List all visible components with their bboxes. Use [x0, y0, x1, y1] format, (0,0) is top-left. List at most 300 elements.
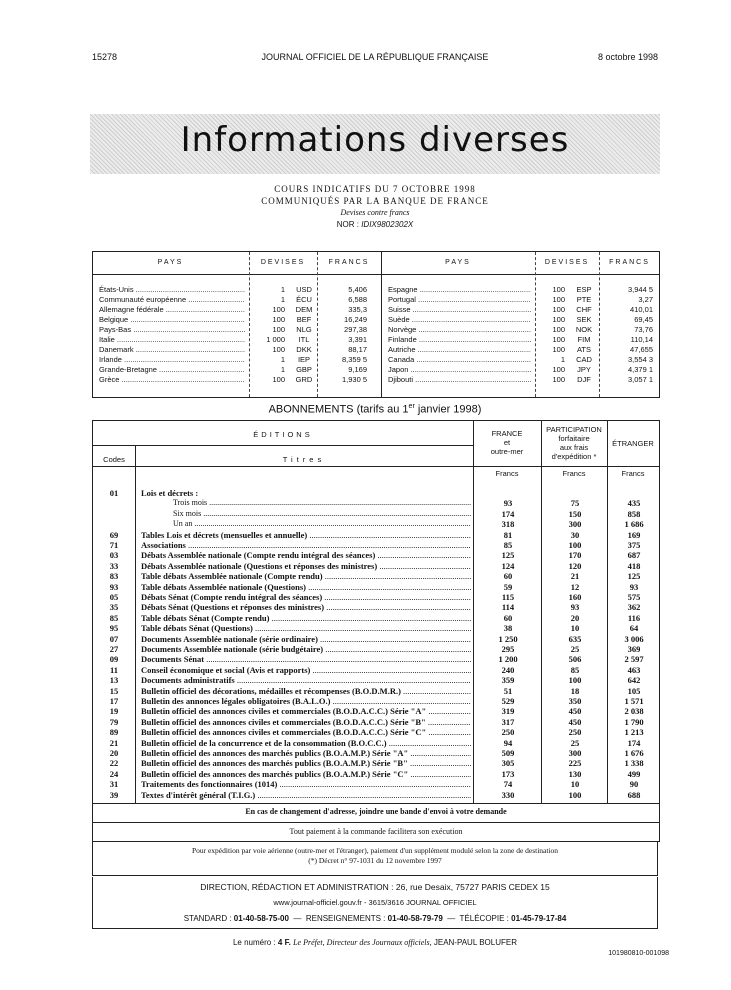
price-participation: 10 [570, 623, 580, 634]
fx-header-francs-left: FRANCS [328, 259, 370, 266]
subscription-title: Table débats Assemblée nationale (Compte rendu) ..... [141, 571, 471, 581]
subscription-title: Documents Sénat ..... [141, 654, 471, 664]
direction-label: DIRECTION, RÉDACTION ET ADMINISTRATION [200, 882, 389, 892]
price-france: 60 [503, 571, 513, 582]
subscription-code: 85 [109, 612, 119, 623]
subscription-row [93, 530, 659, 540]
cours-line-2: COMMUNIQUÉS PAR LA BANQUE DE FRANCE [261, 196, 489, 206]
subscription-code: 20 [109, 748, 119, 758]
page-header [92, 52, 658, 66]
subscription-row [93, 592, 659, 602]
subscription-title: Conseil économique et social (Avis et rapports) ..... [141, 665, 471, 675]
subscription-row [93, 686, 659, 696]
renseignements-number: 01-40-58-79-79 [387, 914, 443, 923]
cours-line-1: COURS INDICATIFS DU 7 OCTOBRE 1998 [274, 184, 476, 194]
director-name: JEAN-PAUL BOLUFER [433, 938, 517, 947]
subscription-row [93, 654, 659, 664]
price-etranger: 642 [627, 675, 641, 686]
subscription-row [93, 550, 659, 560]
fx-country: États-Unis ..... [99, 285, 245, 294]
subscription-code: 01 [109, 488, 119, 498]
price-etranger: 1 686 [624, 519, 644, 530]
nor-reference [92, 219, 658, 231]
subscription-code: 17 [109, 696, 119, 706]
price-france: 318 [501, 519, 515, 530]
price-etranger: 93 [629, 581, 639, 592]
price-participation: 450 [568, 706, 582, 717]
subscription-title: Table débats Sénat (Questions) ..... [141, 623, 471, 633]
subscription-title: Lois et décrets : [141, 488, 199, 498]
fx-country: Italie ..... [99, 335, 245, 344]
price-france: 94 [503, 737, 513, 748]
price-france: 240 [501, 664, 515, 675]
price-participation: 30 [570, 529, 580, 540]
fx-currency-code: ATS [576, 345, 592, 354]
subscription-row [93, 769, 659, 779]
telecopie-label: TÉLÉCOPIE : [459, 914, 509, 923]
subscription-row [93, 758, 659, 768]
price-france: 305 [501, 758, 515, 769]
subscription-row [93, 706, 659, 716]
price-france: 125 [501, 550, 515, 561]
subscription-code: 09 [109, 654, 119, 665]
price-participation: 300 [568, 748, 582, 758]
subscription-code: 95 [109, 623, 119, 634]
subscription-title: Tables Lois et décrets (mensuelles et annuelle) ..... [141, 530, 471, 540]
price-participation: 120 [568, 560, 582, 571]
abo-editions-divider [93, 445, 473, 446]
price-france: 319 [501, 706, 515, 717]
abo-header-france-1: FRANCE [491, 429, 523, 438]
price-participation: 12 [570, 581, 580, 592]
subscription-code: 39 [109, 789, 119, 800]
price-participation: 100 [568, 540, 582, 550]
price-etranger: 169 [627, 529, 641, 540]
abo-header-titres: Titres [282, 455, 326, 464]
price-france: 330 [501, 789, 515, 800]
fx-quantity: 100 [552, 365, 565, 374]
price-etranger: 1 790 [624, 716, 644, 727]
subscription-code: 69 [109, 529, 119, 540]
price-etranger: 90 [629, 779, 639, 790]
fx-header-francs-right: FRANCS [609, 259, 650, 266]
fx-country: Autriche ..... [388, 345, 531, 354]
subscriptions-title-sup: er [408, 403, 415, 410]
price-france: 114 [501, 602, 515, 613]
price-france: 85 [503, 540, 513, 550]
abo-header-particip-4: d'expédition * [551, 452, 597, 461]
subscription-code: 11 [109, 664, 119, 675]
price-france: 174 [501, 508, 515, 519]
subscription-title: Bulletin officiel des annonces des marchés publics (B.O.A.M.P.) Série "B" ..... [141, 758, 471, 768]
director-title: Le Préfet, Directeur des Journaux officiels, [293, 938, 432, 947]
fx-quantity: 1 [560, 355, 565, 364]
price-etranger: 2 038 [624, 706, 644, 717]
fx-quantity: 100 [272, 315, 285, 324]
fx-currency-code: NLG [296, 325, 312, 334]
price-etranger: 688 [627, 789, 641, 800]
subscription-code: 79 [109, 716, 119, 727]
price-participation: 225 [568, 758, 582, 769]
fx-currency-code: USD [296, 285, 312, 294]
price-france: 1 200 [498, 654, 518, 665]
price-participation: 25 [570, 644, 580, 654]
price-etranger: 1 676 [624, 748, 644, 758]
exchange-rate-heading [92, 183, 658, 231]
abo-header-codes: Codes [103, 455, 125, 464]
subscription-code: 15 [109, 685, 119, 696]
note-air-shipping [92, 842, 658, 876]
subscription-code: 13 [109, 675, 119, 686]
fx-quantity: 100 [272, 305, 285, 314]
price-participation: 635 [568, 633, 582, 644]
fx-rate: 3,944 5 [627, 285, 653, 294]
price-participation: 170 [568, 550, 582, 561]
subscriptions-title-date: janvier 1998) [414, 403, 482, 416]
print-reference: 101980810-001098 [608, 950, 669, 957]
price-france: 93 [503, 498, 513, 509]
subscription-title: Documents Assemblée nationale (série ordinaire) ..... [141, 634, 471, 644]
price-etranger: 575 [627, 592, 641, 602]
fx-rate: 410,01 [630, 305, 653, 314]
subscription-code: 03 [109, 550, 119, 561]
price-participation: 100 [568, 675, 582, 686]
subscription-title: Traitements des fonctionnaires (1014) ..... [141, 779, 471, 789]
fx-quantity: 100 [552, 305, 565, 314]
price-participation: 20 [570, 612, 580, 623]
price-etranger: 174 [627, 737, 641, 748]
note-payment: Tout paiement à la commande facilitera son exécution [92, 823, 660, 842]
direction-web: www.journal-officiel.gouv.fr - 3615/3616 JOURNAL OFFICIEL [273, 898, 477, 907]
fx-rate: 8,359 5 [341, 355, 367, 364]
fx-country: Grèce ..... [99, 375, 245, 384]
subscription-title: Table débats Assemblée nationale (Questions) ..... [141, 582, 471, 592]
subscription-row [93, 602, 659, 612]
fx-currency-code: SEK [576, 315, 592, 324]
fx-country: Allemagne fédérale ..... [99, 305, 245, 314]
fx-currency-code: NOK [575, 325, 593, 334]
price-participation: 93 [570, 602, 580, 613]
subscription-code: 21 [109, 737, 119, 748]
price-france: 60 [503, 612, 513, 623]
subscription-row [93, 613, 659, 623]
subscription-title: Trois mois ..... [173, 498, 471, 508]
subscription-row [93, 623, 659, 633]
fx-quantity: 1 [280, 295, 285, 304]
note-air-shipping-text: Pour expédition par voie aérienne (outre-mer et l'étranger), paiement d'un supplément modulé selon la zone de destination [191, 846, 559, 855]
fx-country: Grande-Bretagne ..... [99, 365, 245, 374]
subscription-title: Débats Sénat (Questions et réponses des ministres) ..... [141, 602, 471, 612]
fx-currency-code: FIM [577, 335, 591, 344]
subscription-title: Bulletin des annonces légales obligatoires (B.A.L.O.) ..... [141, 696, 471, 706]
price-france: 529 [501, 696, 515, 706]
standard-number: 01-40-58-75-00 [233, 914, 289, 923]
fx-country: Belgique ..... [99, 315, 245, 324]
fx-currency-code: DEM [295, 305, 313, 314]
fx-rate: 9,169 [348, 365, 367, 374]
price-etranger: 858 [627, 508, 641, 519]
subscription-row [93, 748, 659, 758]
price-france: 59 [503, 581, 513, 592]
subscription-row [93, 727, 659, 737]
fx-currency-code: DJF [577, 375, 591, 384]
fx-currency-code: ITL [298, 335, 310, 344]
fx-quantity: 100 [552, 325, 565, 334]
subscription-row [93, 717, 659, 727]
direction-address [93, 879, 657, 895]
journal-title: JOURNAL OFFICIEL DE LA RÉPUBLIQUE FRANÇAISE [261, 52, 489, 62]
subscription-code: 71 [109, 540, 119, 550]
subscription-row [93, 561, 659, 571]
fx-col-divider [535, 252, 536, 397]
subscription-code: 19 [109, 706, 119, 717]
fx-header-pays-right: PAYS [445, 259, 471, 266]
abo-header-participation [541, 425, 607, 461]
fx-currency-code: ESP [576, 285, 592, 294]
price-participation: 150 [568, 508, 582, 519]
direction-box [92, 877, 658, 929]
fx-rate: 3,391 [348, 335, 367, 344]
renseignements-label: RENSEIGNEMENTS : [305, 914, 386, 923]
fx-currency-code: PTE [576, 295, 592, 304]
subscription-title: Un an ..... [173, 519, 471, 529]
section-title: Informations diverses [180, 120, 570, 160]
subscription-code: 22 [109, 758, 119, 769]
subscription-row [93, 696, 659, 706]
subscription-title: Bulletin officiel des annonces des marchés publics (B.O.A.M.P.) Série "C" ..... [141, 769, 471, 779]
price-etranger: 1 571 [624, 696, 644, 706]
subscription-title: Table débats Sénat (Compte rendu) ..... [141, 613, 471, 623]
subscription-title: Bulletin officiel des annonces civiles et commerciales (B.O.D.A.C.C.) Série "C" ..... [141, 727, 471, 737]
price-france: 38 [503, 623, 513, 634]
subscription-code: 07 [109, 633, 119, 644]
note-address-change: En cas de changement d'adresse, joindre une bande d'envoi à votre demande [92, 802, 660, 823]
section-banner [90, 114, 660, 174]
fx-currency-code: ÉCU [296, 295, 312, 304]
fx-country: Danemark ..... [99, 345, 245, 354]
cours-line-3: Devises contre francs [340, 208, 410, 217]
subscription-title: Associations ..... [141, 540, 471, 550]
fx-rate: 1,930 5 [341, 375, 367, 384]
price-participation: 10 [570, 779, 580, 790]
subscriptions-table [92, 420, 660, 804]
fx-rate: 110,14 [630, 335, 653, 344]
fx-country: Suisse ..... [388, 305, 531, 314]
fx-rate: 5,406 [348, 285, 367, 294]
subscription-row [93, 498, 659, 508]
fx-header-pays-left: PAYS [157, 259, 184, 266]
fx-header-divider [93, 274, 659, 275]
subscription-row [93, 582, 659, 592]
fx-quantity: 100 [552, 335, 565, 344]
fx-currency-code: GRD [295, 375, 313, 384]
subscription-row [93, 519, 659, 529]
fx-currency-code: BEF [296, 315, 312, 324]
price-etranger: 375 [627, 540, 641, 550]
fx-country: Espagne ..... [388, 285, 531, 294]
page-number: 15278 [92, 52, 118, 62]
fx-rate: 3,554 3 [627, 355, 653, 364]
subscription-row [93, 488, 659, 498]
fx-rate: 4,379 1 [627, 365, 653, 374]
subscription-title: Bulletin officiel des annonces civiles et commerciales (B.O.D.A.C.C.) Série "A" ..... [141, 706, 471, 716]
price-etranger: 3 006 [624, 633, 644, 644]
subscription-title: Documents administratifs ..... [141, 675, 471, 685]
abo-unit-france: Francs [495, 469, 519, 478]
subscription-code: 24 [109, 768, 119, 779]
abo-unit-participation: Francs [562, 469, 586, 478]
fx-rate: 69,45 [634, 315, 653, 324]
abo-header-particip-2: forfaitaire [558, 434, 590, 443]
subscription-row [93, 738, 659, 748]
fx-quantity: 100 [552, 295, 565, 304]
price-participation: 506 [568, 654, 582, 665]
fx-header-devises-right: DEVISES [544, 259, 590, 266]
price-etranger: 499 [627, 768, 641, 779]
price-etranger: 105 [627, 685, 641, 696]
price-participation: 75 [570, 498, 580, 509]
price-participation: 100 [568, 789, 582, 800]
abo-header-editions: ÉDITIONS [253, 430, 313, 439]
fx-country: Djibouti ..... [388, 375, 531, 384]
subscription-code: 33 [109, 560, 119, 571]
price-participation: 160 [568, 592, 582, 602]
fx-quantity: 100 [552, 315, 565, 324]
subscription-row [93, 790, 659, 800]
subscription-title: Débats Assemblée nationale (Questions et réponses des ministres) ..... [141, 561, 471, 571]
price-etranger: 1 338 [624, 758, 644, 769]
price-france: 250 [501, 727, 515, 738]
price-participation: 25 [570, 737, 580, 748]
price-france: 359 [501, 675, 515, 686]
exchange-rate-table [92, 251, 660, 398]
fx-quantity: 1 [280, 355, 285, 364]
subscription-title: Documents Assemblée nationale (série budgétaire) ..... [141, 644, 471, 654]
fx-quantity: 1 000 [266, 335, 285, 344]
price-etranger: 369 [627, 644, 641, 654]
issue-price-line [92, 938, 658, 947]
subscription-title: Bulletin officiel des décorations, médailles et récompenses (B.O.D.M.R.) ..... [141, 686, 471, 696]
subscription-code: 35 [109, 602, 119, 613]
price-participation: 300 [568, 519, 582, 530]
price-etranger: 116 [627, 612, 641, 623]
note-decree: (*) Décret n° 97-1031 du 12 novembre 1997 [308, 856, 442, 865]
price-participation: 21 [570, 571, 580, 582]
price-participation: 350 [568, 696, 582, 706]
price-france: 81 [503, 529, 513, 540]
subscription-row [93, 509, 659, 519]
subscription-title: Six mois ..... [173, 509, 471, 519]
fx-rate: 3,27 [638, 295, 653, 304]
abo-header-divider [93, 466, 659, 467]
subscription-code: 89 [109, 727, 119, 738]
nor-label: NOR : [336, 220, 359, 229]
price-participation: 85 [570, 664, 580, 675]
fx-quantity: 100 [272, 345, 285, 354]
subscription-title: Débats Sénat (Compte rendu intégral des séances) ..... [141, 592, 471, 602]
fx-col-divider [599, 252, 600, 397]
price-etranger: 463 [627, 664, 641, 675]
subscriptions-title-text: ABONNEMENTS (tarifs au 1 [268, 403, 409, 416]
abo-header-france-2: et [503, 438, 511, 447]
fx-quantity: 100 [552, 375, 565, 384]
fx-country: Japon ..... [388, 365, 531, 374]
price-etranger: 362 [627, 602, 641, 613]
price-france: 295 [501, 644, 515, 654]
subscriptions-title [92, 403, 658, 416]
fx-currency-code: CAD [576, 355, 592, 364]
fx-country: Irlande ..... [99, 355, 245, 364]
subscription-title: Bulletin officiel des annonces civiles et commerciales (B.O.D.A.C.C.) Série "B" ..... [141, 717, 471, 727]
price-etranger: 2 597 [624, 654, 644, 665]
subscription-title: Bulletin officiel de la concurrence et de la consommation (B.O.C.C.) ..... [141, 738, 471, 748]
subscription-row [93, 779, 659, 789]
abo-unit-etranger: Francs [621, 469, 645, 478]
price-france: 317 [501, 716, 515, 727]
abo-header-particip-1: PARTICIPATION [546, 425, 602, 434]
price-france: 124 [501, 560, 515, 571]
price-participation: 18 [570, 685, 580, 696]
fx-currency-code: IEP [297, 355, 311, 364]
subscription-row [93, 540, 659, 550]
fx-rate: 297,38 [344, 325, 367, 334]
subscription-title: Textes d'intérêt général (T.I.G.) ..... [141, 790, 471, 800]
subscription-code: 27 [109, 644, 119, 654]
fx-rate: 335,3 [348, 305, 367, 314]
fx-rate: 73,76 [634, 325, 653, 334]
fx-rate: 3,057 1 [627, 375, 653, 384]
fx-currency-code: GBP [296, 365, 312, 374]
subscription-title: Débats Assemblée nationale (Compte rendu intégral des séances) ..... [141, 550, 471, 560]
fx-rate: 16,249 [344, 315, 367, 324]
fx-currency-code: JPY [577, 365, 591, 374]
price-france: 74 [503, 779, 513, 790]
standard-label: STANDARD : [183, 914, 232, 923]
subscription-code: 83 [109, 571, 119, 582]
fx-rate: 88,17 [348, 345, 367, 354]
fx-quantity: 1 [280, 365, 285, 374]
fx-country: Canada ..... [388, 355, 531, 364]
subscription-code: 31 [109, 779, 119, 790]
fx-header-devises-left: DEVISES [260, 259, 306, 266]
price-participation: 250 [568, 727, 582, 738]
price-participation: 130 [568, 768, 582, 779]
price-etranger: 64 [629, 623, 639, 634]
fx-quantity: 1 [280, 285, 285, 294]
fx-quantity: 100 [272, 375, 285, 384]
fx-center-divider [381, 252, 382, 397]
nor-value: IDIX9802302X [361, 220, 414, 229]
direction-phones: STANDARD : 01-40-58-75-00 — RENSEIGNEMENTS : 01-40-58-79-79 — TÉLÉCOPIE : 01-45-79-17-84 [183, 914, 567, 923]
price-etranger: 687 [627, 550, 641, 561]
subscription-row [93, 644, 659, 654]
subscription-row [93, 675, 659, 685]
price-france: 1 250 [498, 633, 518, 644]
price-france: 51 [503, 685, 513, 696]
price-france: 509 [501, 748, 515, 758]
direction-address-text: : 26, rue Desaix, 75727 PARIS CEDEX 15 [388, 882, 550, 892]
fx-quantity: 100 [552, 285, 565, 294]
issue-date: 8 octobre 1998 [597, 52, 658, 62]
issue-price-label: Le numéro : [232, 938, 276, 947]
price-france: 115 [501, 592, 515, 602]
abo-header-particip-3: aux frais [559, 443, 589, 452]
fx-country: Portugal ..... [388, 295, 531, 304]
fx-country: Suède ..... [388, 315, 531, 324]
price-etranger: 1 213 [624, 727, 644, 738]
fx-quantity: 100 [552, 345, 565, 354]
fx-country: Finlande ..... [388, 335, 531, 344]
